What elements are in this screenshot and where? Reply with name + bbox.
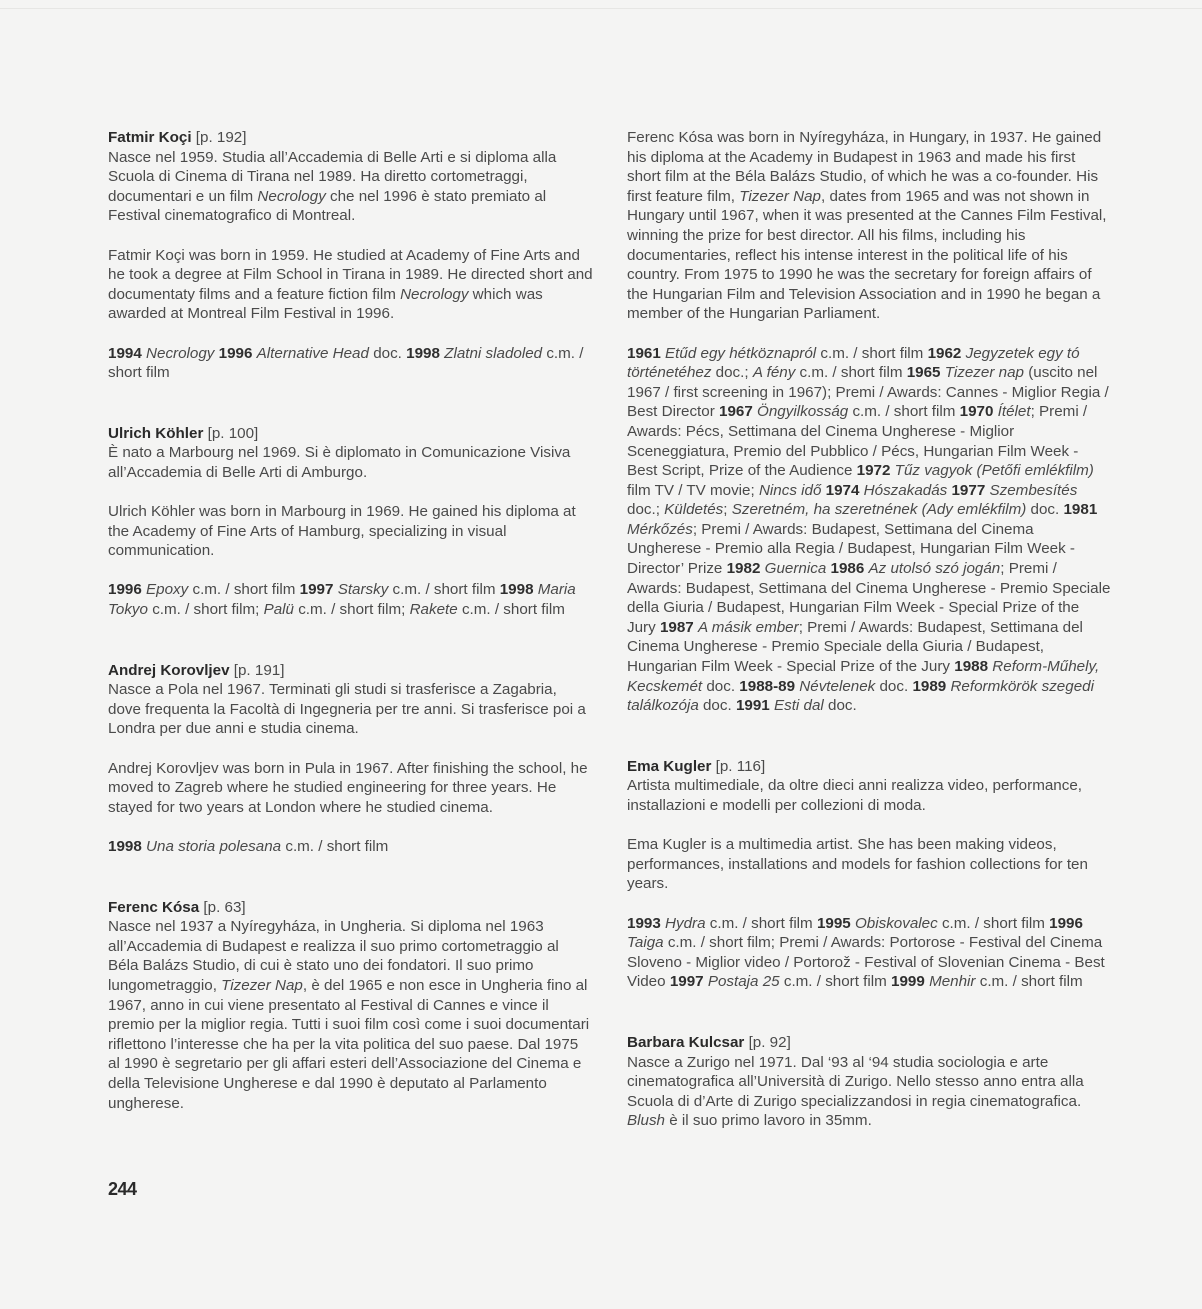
film-year: 1991 [735, 697, 770, 715]
entry-heading [108, 424, 593, 444]
film-note: ; [723, 501, 732, 519]
film-year: 1981 [1063, 501, 1098, 519]
film-title: Postaja 25 [707, 973, 780, 991]
film-note: (uscito nel 1967 / first screening in 1967); Premi / Awards: Cannes - Miglior Regia / Best Director [627, 364, 1109, 421]
film-year: 1965 [906, 364, 941, 382]
film-year: 1995 [816, 914, 851, 932]
film-title: Reformkörök szegedi találkozója [627, 677, 1094, 715]
film-note: c.m. / short film [779, 973, 887, 991]
film-title: Szembesítés [989, 481, 1078, 499]
entry-ulrich-kohler [108, 424, 593, 620]
page-ref: [p. 191] [233, 661, 285, 679]
film-title: Öngyilkosság [757, 403, 849, 421]
film-note: c.m. / short film [975, 973, 1083, 991]
film-note: c.m. / short film [937, 914, 1045, 932]
right-column [627, 128, 1112, 1172]
film-note: c.m. / short film [188, 581, 296, 599]
film-note: film TV / TV movie; [627, 481, 759, 499]
entry-heading [108, 898, 593, 918]
top-rule [0, 8, 1202, 9]
film-title: Guernica [764, 560, 827, 578]
film-title: Alternative Head [256, 344, 369, 362]
film-title: Mérkőzés [627, 520, 693, 538]
left-column [108, 128, 593, 1154]
entry-andrej-korovljev [108, 661, 593, 857]
film-note: c.m. / short film [795, 364, 903, 382]
film-year: 1962 [927, 344, 962, 362]
bio-english: Ulrich Köhler was born in Marbourg in 1969. He gained his diploma at the Academy of Fine Arts of Hamburg, specializing in visual communication. [108, 503, 576, 560]
film-title: Maria Tokyo [108, 581, 576, 619]
film-year: 1988-89 [739, 677, 796, 695]
film-title: Palü [263, 601, 294, 619]
film-year: 1998 [499, 581, 534, 599]
page-ref: [p. 63] [203, 898, 246, 916]
film-title: Nincs idő [758, 481, 822, 499]
page-ref: [p. 192] [195, 129, 247, 146]
entry-ferenc-kosa-continued [627, 128, 1112, 716]
film-title: A fény [752, 364, 796, 382]
entry-name: Ferenc Kósa [108, 898, 200, 916]
entry-ema-kugler [627, 757, 1112, 992]
film-note: doc.; [627, 501, 665, 519]
film-year: 1993 [627, 914, 661, 932]
bio-italian: Nasce a Pola nel 1967. Terminati gli studi si trasferisce a Zagabria, dove frequenta la Facoltà di Ingegneria per tre anni. Si trasferisce poi a Londra per due anni e studia cinema. [108, 681, 586, 738]
film-title: Ítélet [997, 403, 1031, 421]
film-year: 1996 [218, 344, 253, 362]
film-note: doc. [368, 344, 402, 362]
film-title: Zlatni sladoled [444, 344, 543, 362]
film-title: Szeretném, ha szeretnének (Ady emlékfilm) [731, 501, 1027, 519]
filmography [627, 914, 1112, 992]
film-year: 1994 [108, 344, 142, 362]
film-title: Reform-Műhely, Kecskemét [627, 658, 1100, 695]
film-title: Epoxy [146, 581, 189, 599]
entry-name: Ulrich Köhler [108, 424, 204, 442]
film-note: c.m. / short film [388, 581, 496, 599]
bio-italian: È nato a Marbourg nel 1969. Si è diplomato in Comunicazione Visiva all’Accademia di Belle Arti di Amburgo. [108, 444, 571, 481]
film-title: Jegyzetek egy tó történetéhez [627, 344, 1080, 382]
film-year: 1997 [669, 973, 704, 991]
film-title: Tűz vagyok (Petőfi emlékfilm) [894, 462, 1094, 480]
page-ref: [p. 100] [207, 424, 259, 442]
film-title: Rakete [409, 601, 458, 619]
bio-italian: Nasce nel 1959. Studia all’Accademia di Belle Arti e si diploma alla Scuola di Cinema di Tirana nel 1989. Ha diretto cortometraggi, documentari e un film Necrology che nel 1996 è stato premiato al Festival cinematografico di Montreal. [108, 148, 557, 225]
film-note: c.m. / short film; [147, 601, 264, 619]
film-year: 1998 [406, 344, 440, 362]
page-ref: [p. 116] [715, 757, 766, 775]
film-year: 1970 [959, 403, 994, 421]
film-note: doc.; [711, 364, 753, 382]
film-note: doc. [698, 697, 732, 715]
film-year: 1982 [726, 560, 761, 578]
film-note: c.m. / short film; [293, 601, 410, 619]
entry-name: Ema Kugler [627, 757, 712, 775]
film-title: Taiga [627, 934, 664, 952]
film-note: c.m. / short film; Premi / Awards: Portorose - Festival del Cinema Sloveno - Miglior video / Portorož - Festival of Slovenian Cinema - Best Video [627, 934, 1105, 991]
film-title: Necrology [146, 344, 215, 362]
bio-italian: Artista multimediale, da oltre dieci anni realizza video, performance, installazioni e modelli per collezioni di moda. [627, 777, 1082, 814]
entry-barbara-kulcsar [627, 1033, 1112, 1131]
filmography [627, 344, 1112, 716]
film-year: 1977 [951, 481, 986, 499]
film-title: Tizezer nap [944, 364, 1024, 382]
film-year: 1988 [954, 658, 989, 676]
filmography [108, 344, 593, 383]
film-year: 1998 [108, 838, 142, 855]
film-title: A másik ember [697, 618, 799, 636]
film-year: 1986 [830, 560, 865, 578]
film-note: c.m. / short film [816, 344, 924, 362]
film-title: Obiskovalec [854, 914, 938, 932]
bio-italian: Nasce nel 1937 a Nyíregyháza, in Ungheria. Si diploma nel 1963 all’Accademia di Budapest e realizza il suo primo cortometraggio al Béla Balázs Studio, di cui è stato uno dei fondatori. Il suo primo lungometraggio, Tizezer Nap, è del 1965 e non esce in Ungheria fino al 1967, anno in cui viene presentato al Festival di Cannes e vince il premio per la miglior regia. Tutti i suoi film così come i suoi documentari riflettono l’interesse che ha per la vita politica del suo paese. Dal 1975 al 1990 è segretario per gli affari esteri dell’Associazione del Cinema e della Televisione Ungherese e dal 1990 è deputato al Parlamento ungherese. [108, 918, 590, 1112]
entry-heading [108, 661, 593, 681]
film-note: c.m. / short film [108, 344, 584, 382]
film-year: 1974 [825, 481, 860, 499]
bio-english: Ema Kugler is a multimedia artist. She has been making videos, performances, installations and models for fashion collections for ten years. [627, 836, 1088, 893]
bio-english: Fatmir Koçi was born in 1959. He studied at Academy of Fine Arts and he took a degree at Film School in Tirana in 1989. He directed short and documentaty films and a feature fiction film Necrology which was awarded at Montreal Film Festival in 1996. [108, 246, 593, 323]
film-year: 1967 [719, 403, 753, 421]
filmography [108, 580, 593, 619]
entry-heading [627, 1033, 1112, 1053]
entry-name: Andrej Korovljev [108, 661, 230, 679]
bio-italian: Nasce a Zurigo nel 1971. Dal ‘93 al ‘94 studia sociologia e arte cinematografica all’Università di Zurigo. Nello stesso anno entra alla Scuola di d’Arte di Zurigo specializzandosi in regia cinematografica. Blush è il suo primo lavoro in 35mm. [627, 1053, 1084, 1130]
entry-fatmir-koci [108, 128, 593, 383]
film-note: ; Premi / Awards: Budapest, Settimana del Cinema Ungherese - Premio Speciale della Giuria / Budapest, Hungarian Film Week - Special Prize of the Jury [627, 560, 1111, 636]
entry-heading [627, 757, 1112, 777]
film-note: doc. [702, 677, 736, 695]
film-year: 1972 [856, 462, 891, 480]
film-note: ; Premi / Awards: Budapest, Settimana del Cinema Ungherese - Premio alla Regia / Budapest, Hungarian Film Week - Director’ Prize [627, 520, 1075, 578]
film-title: Una storia polesana [146, 838, 282, 855]
bio-english: Ferenc Kósa was born in Nyíregyháza, in Hungary, in 1937. He gained his diploma at the Academy in Budapest in 1963 and made his first short film at the Béla Balázs Studio, of which he was a co-founder. His first feature film, Tizezer Nap, dates from 1965 and was not shown in Hungary until 1967, when it was presented at the Cannes Film Festival, winning the prize for best director. All his films, including his documentaries, reflect his intense interest in the political life of his country. From 1975 to 1990 he was the secretary for foreign affairs of the Hungarian Film and Television Association and in 1990 he began a member of the Hungarian Parliament. [627, 129, 1107, 323]
page-ref: [p. 92] [748, 1033, 791, 1051]
film-year: 1997 [299, 581, 334, 599]
film-title: Hószakadás [863, 481, 948, 499]
film-note: doc. [823, 697, 857, 715]
film-note: doc. [1026, 501, 1060, 519]
entry-name: Fatmir Koçi [108, 129, 192, 146]
film-note: c.m. / short film [281, 838, 389, 855]
filmography [108, 837, 593, 857]
film-title: Starsky [337, 581, 389, 599]
film-year: 1996 [108, 581, 142, 599]
entry-heading [108, 128, 593, 148]
film-title: Hydra [665, 914, 706, 932]
film-year: 1987 [659, 618, 694, 636]
film-note: ; Premi / Awards: Pécs, Settimana del Cinema Ungherese - Miglior Sceneggiatura, Premio del Pubblico / Pécs, Hungarian Film Week - Best Script, Prize of the Audience [627, 403, 1088, 480]
film-year: 1961 [627, 344, 661, 362]
film-year: 1999 [891, 973, 925, 991]
bio-english: Andrej Korovljev was born in Pula in 1967. After finishing the school, he moved to Zagreb where he studied engineering for three years. He stayed for two years at London where he studied cinema. [108, 759, 588, 816]
film-title: Küldetés [664, 501, 724, 519]
film-note: doc. [875, 677, 909, 695]
entry-name: Barbara Kulcsar [627, 1033, 745, 1051]
film-year: 1996 [1049, 914, 1083, 932]
film-note: c.m. / short film [848, 403, 956, 421]
film-title: Etűd egy hétköznapról [665, 344, 817, 362]
film-title: Menhir [929, 973, 976, 991]
film-note: c.m. / short film [705, 914, 813, 932]
film-note: c.m. / short film [457, 601, 565, 619]
film-title: Az utolsó szó jogán [868, 560, 1001, 578]
film-title: Esti dal [773, 697, 824, 715]
entry-ferenc-kosa [108, 898, 593, 1114]
film-title: Névtelenek [799, 677, 876, 695]
film-note: ; Premi / Awards: Budapest, Settimana del Cinema Ungherese - Premio Speciale della Giuria / Budapest, Hungarian Film Week - Special Prize of the Jury [627, 618, 1083, 676]
film-year: 1989 [912, 677, 947, 695]
page-number: 244 [108, 1179, 137, 1199]
